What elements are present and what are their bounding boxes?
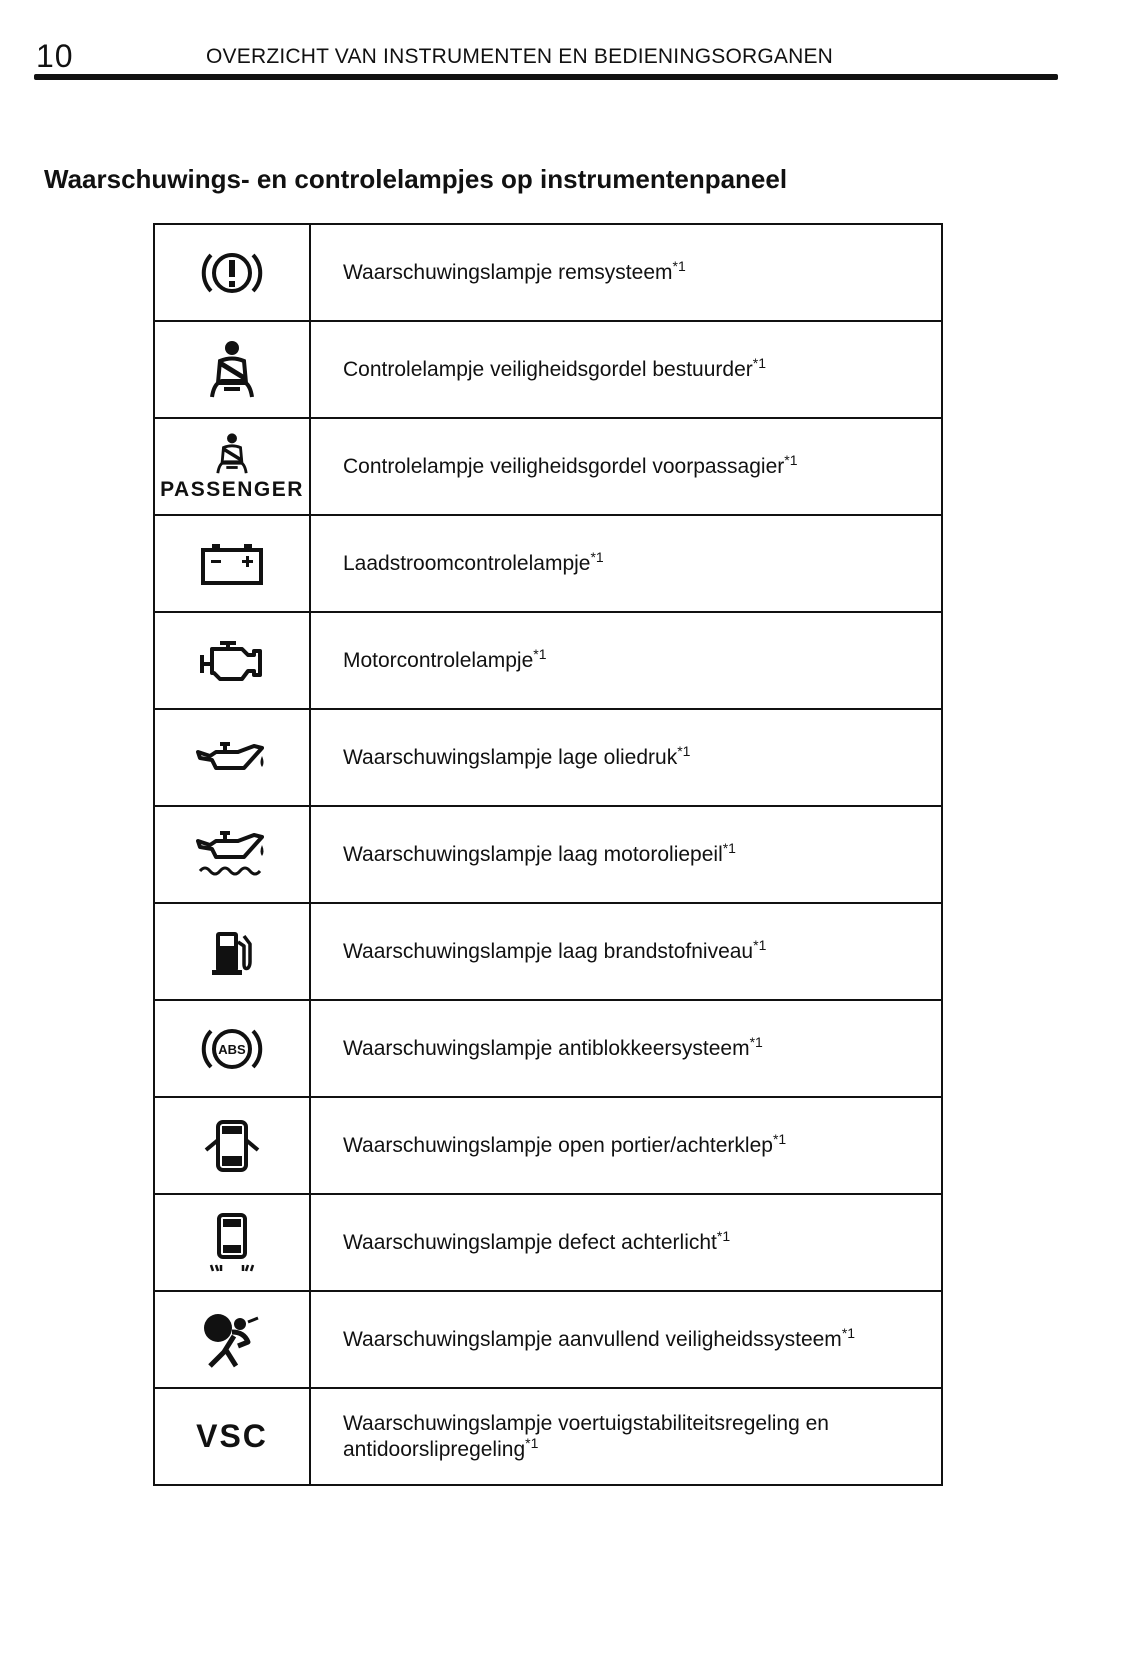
description-cell: [310, 1388, 942, 1485]
footnote-mark: *1: [590, 548, 604, 565]
engine-icon: [198, 639, 266, 683]
row-label: Motorcontrolelampje: [343, 648, 534, 672]
description-cell: [310, 806, 942, 903]
fuel-pump-icon: [210, 928, 254, 976]
footnote-mark: *1: [533, 645, 547, 662]
row-label: Waarschuwingslampje remsysteem: [343, 260, 673, 284]
abs-text: ABS: [218, 1041, 246, 1057]
icon-cell: [154, 903, 310, 1000]
table-row: [154, 709, 942, 806]
description-cell: [310, 418, 942, 515]
table-row: [154, 418, 942, 515]
row-label: Waarschuwingslampje laag brandstofniveau: [343, 939, 754, 963]
description-cell: [310, 224, 942, 321]
table-row: [154, 1291, 942, 1388]
page-number: 10: [36, 38, 74, 74]
airbag-icon: [202, 1312, 262, 1368]
door-open-icon: [202, 1120, 262, 1172]
footnote-mark: *1: [752, 354, 766, 371]
footnote-mark: *1: [753, 936, 767, 953]
table-row: [154, 903, 942, 1000]
footnote-mark: *1: [716, 1227, 731, 1244]
footnote-mark: *1: [677, 742, 691, 759]
icon-cell: [154, 224, 310, 321]
description-cell: [310, 709, 942, 806]
row-label: Waarschuwingslampje open portier/achterklep: [343, 1133, 773, 1157]
battery-icon: [200, 542, 264, 586]
table-row: [154, 224, 942, 321]
row-label: Waarschuwingslampje laag motoroliepeil: [343, 842, 723, 866]
footnote-mark: *1: [672, 257, 686, 274]
table-row: [154, 1097, 942, 1194]
icon-cell: [154, 806, 310, 903]
icon-cell: [154, 1097, 310, 1194]
description-cell: [310, 1000, 942, 1097]
table-row: [154, 806, 942, 903]
chapter-title: OVERZICHT VAN INSTRUMENTEN EN BEDIENINGSORGANEN: [206, 45, 834, 68]
table-row: [154, 612, 942, 709]
section-title: Waarschuwings- en controlelampjes op instrumentenpaneel: [44, 164, 788, 194]
icon-cell: [154, 709, 310, 806]
footnote-mark: *1: [749, 1033, 763, 1050]
header-rule: [34, 74, 1058, 80]
icon-cell: [154, 1388, 310, 1485]
footnote-mark: *1: [525, 1434, 539, 1451]
table-row: [154, 1000, 942, 1097]
footnote-mark: *1: [772, 1130, 787, 1147]
table-row: [154, 515, 942, 612]
icon-cell: [154, 515, 310, 612]
icon-cell: [154, 321, 310, 418]
description-cell: [310, 903, 942, 1000]
tail-light-icon: [207, 1213, 257, 1273]
oil-pressure-icon: [196, 738, 268, 778]
brake-warning-icon: [199, 246, 265, 300]
oil-level-icon: [196, 829, 268, 881]
passenger-seatbelt-icon: [160, 432, 304, 502]
description-cell: [310, 515, 942, 612]
row-label: Controlelampje veiligheidsgordel voorpassagier: [343, 454, 785, 478]
icon-cell: [154, 612, 310, 709]
row-label: Waarschuwingslampje voertuigstabiliteitsregeling en antidoorslipregeling: [343, 1411, 829, 1461]
row-label: Waarschuwingslampje antiblokkeersysteem: [343, 1036, 750, 1060]
row-label: Laadstroomcontrolelampje: [343, 551, 591, 575]
footnote-mark: *1: [784, 451, 798, 468]
table-row: [154, 1388, 942, 1485]
row-label: Controlelampje veiligheidsgordel bestuurder: [343, 357, 753, 381]
icon-cell: [154, 1194, 310, 1291]
footnote-mark: *1: [722, 839, 736, 856]
icon-cell: [154, 1291, 310, 1388]
passenger-label: PASSENGER: [160, 477, 304, 501]
vsc-icon: VSC: [196, 1418, 268, 1454]
row-label: Waarschuwingslampje lage oliedruk: [343, 745, 678, 769]
driver-seatbelt-icon: [204, 339, 260, 401]
icon-cell: [154, 418, 310, 515]
icon-cell: [154, 1000, 310, 1097]
description-cell: [310, 1194, 942, 1291]
warning-lamps-table: [153, 223, 943, 1486]
abs-icon: [199, 1022, 265, 1076]
table-row: [154, 1194, 942, 1291]
description-cell: [310, 1097, 942, 1194]
row-label: Waarschuwingslampje defect achterlicht: [343, 1230, 717, 1254]
row-label: Waarschuwingslampje aanvullend veiligheidssysteem: [343, 1327, 842, 1351]
description-cell: [310, 321, 942, 418]
table-row: [154, 321, 942, 418]
page-header: [34, 36, 1058, 80]
description-cell: [310, 612, 942, 709]
footnote-mark: *1: [841, 1324, 856, 1341]
description-cell: [310, 1291, 942, 1388]
